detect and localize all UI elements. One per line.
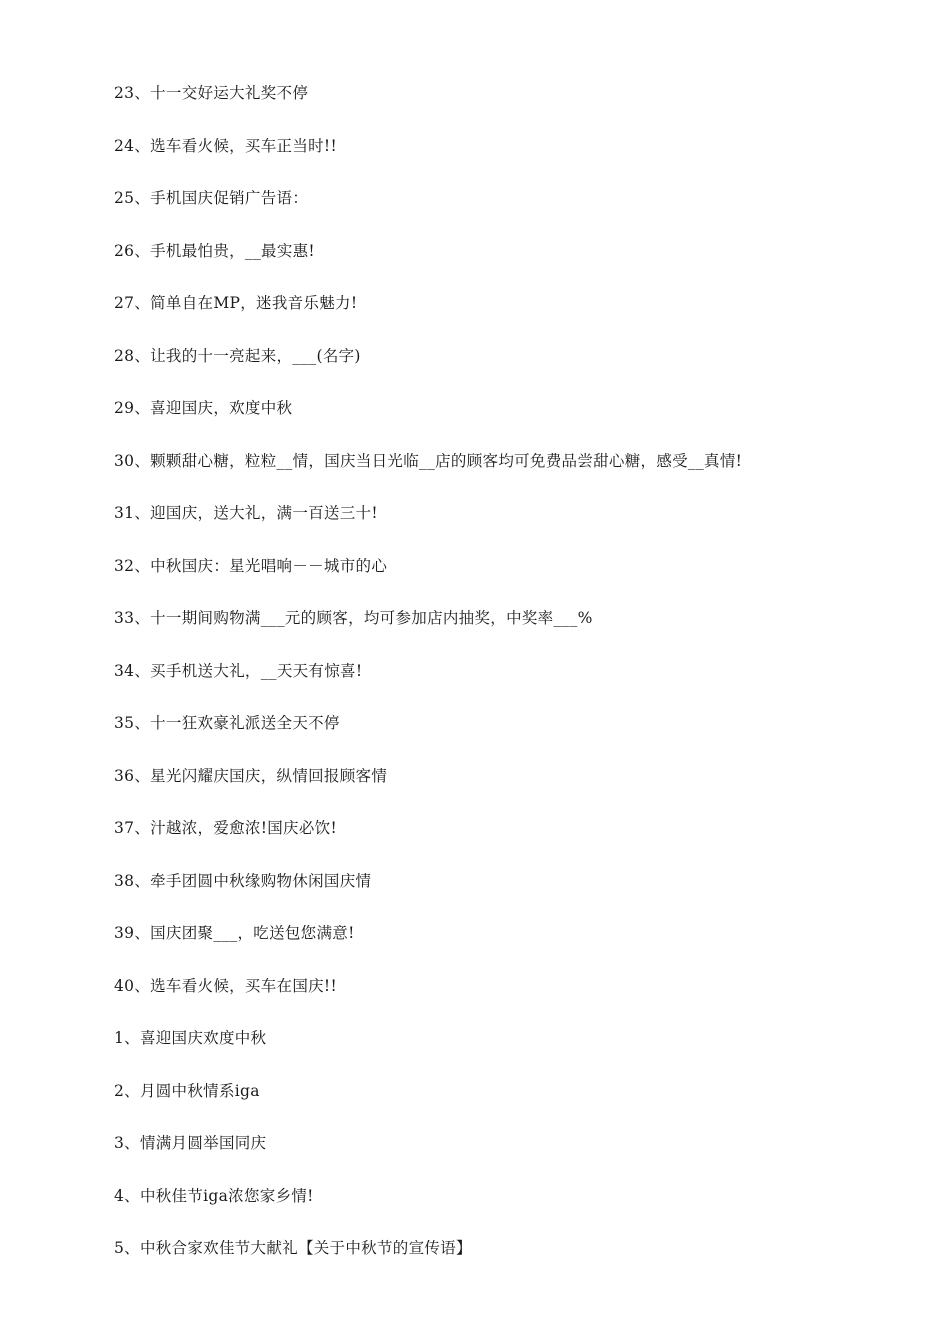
list-item: 36、星光闪耀庆国庆，纵情回报顾客情 [114,766,388,785]
list-item: 28、让我的十一亮起来，___(名字) [114,346,361,365]
list-item: 32、中秋国庆：星光唱响－－城市的心 [114,556,388,575]
list-item: 25、手机国庆促销广告语： [114,189,309,207]
list-item: 5、中秋合家欢佳节大献礼【关于中秋节的宣传语】 [114,1239,472,1257]
list-item: 26、手机最怕贵，__最实惠! [114,241,315,260]
list-item: 33、十一期间购物满___元的顾客，均可参加店内抽奖，中奖率___% [114,609,593,627]
slogan-list [114,80,914,1288]
list-item: 27、简单自在MP，迷我音乐魅力! [114,294,358,312]
list-item: 37、汁越浓，爱愈浓!国庆必饮! [114,819,337,837]
list-item: 35、十一狂欢豪礼派送全天不停 [114,714,340,732]
list-item: 3、情满月圆举国同庆 [114,1134,267,1152]
list-item: 2、月圆中秋情系iga [114,1081,260,1100]
list-item: 23、十一交好运大礼奖不停 [114,84,309,102]
list-item: 34、买手机送大礼，__天天有惊喜! [114,661,363,680]
list-item: 31、迎国庆，送大礼，满一百送三十! [114,504,378,522]
list-item: 1、喜迎国庆欢度中秋 [114,1029,267,1047]
list-item: 4、中秋佳节iga浓您家乡情! [114,1186,314,1205]
list-item: 38、牵手团圆中秋缘购物休闲国庆情 [114,871,372,890]
list-item: 30、颗颗甜心糖，粒粒__情，国庆当日光临__店的顾客均可免费品尝甜心糖，感受__真情! [114,451,743,470]
list-item: 39、国庆团聚___，吃送包您满意! [114,924,355,942]
list-item: 40、选车看火候，买车在国庆!! [114,976,337,995]
list-item: 24、选车看火候，买车正当时!! [114,136,337,155]
list-item: 29、喜迎国庆，欢度中秋 [114,399,293,417]
